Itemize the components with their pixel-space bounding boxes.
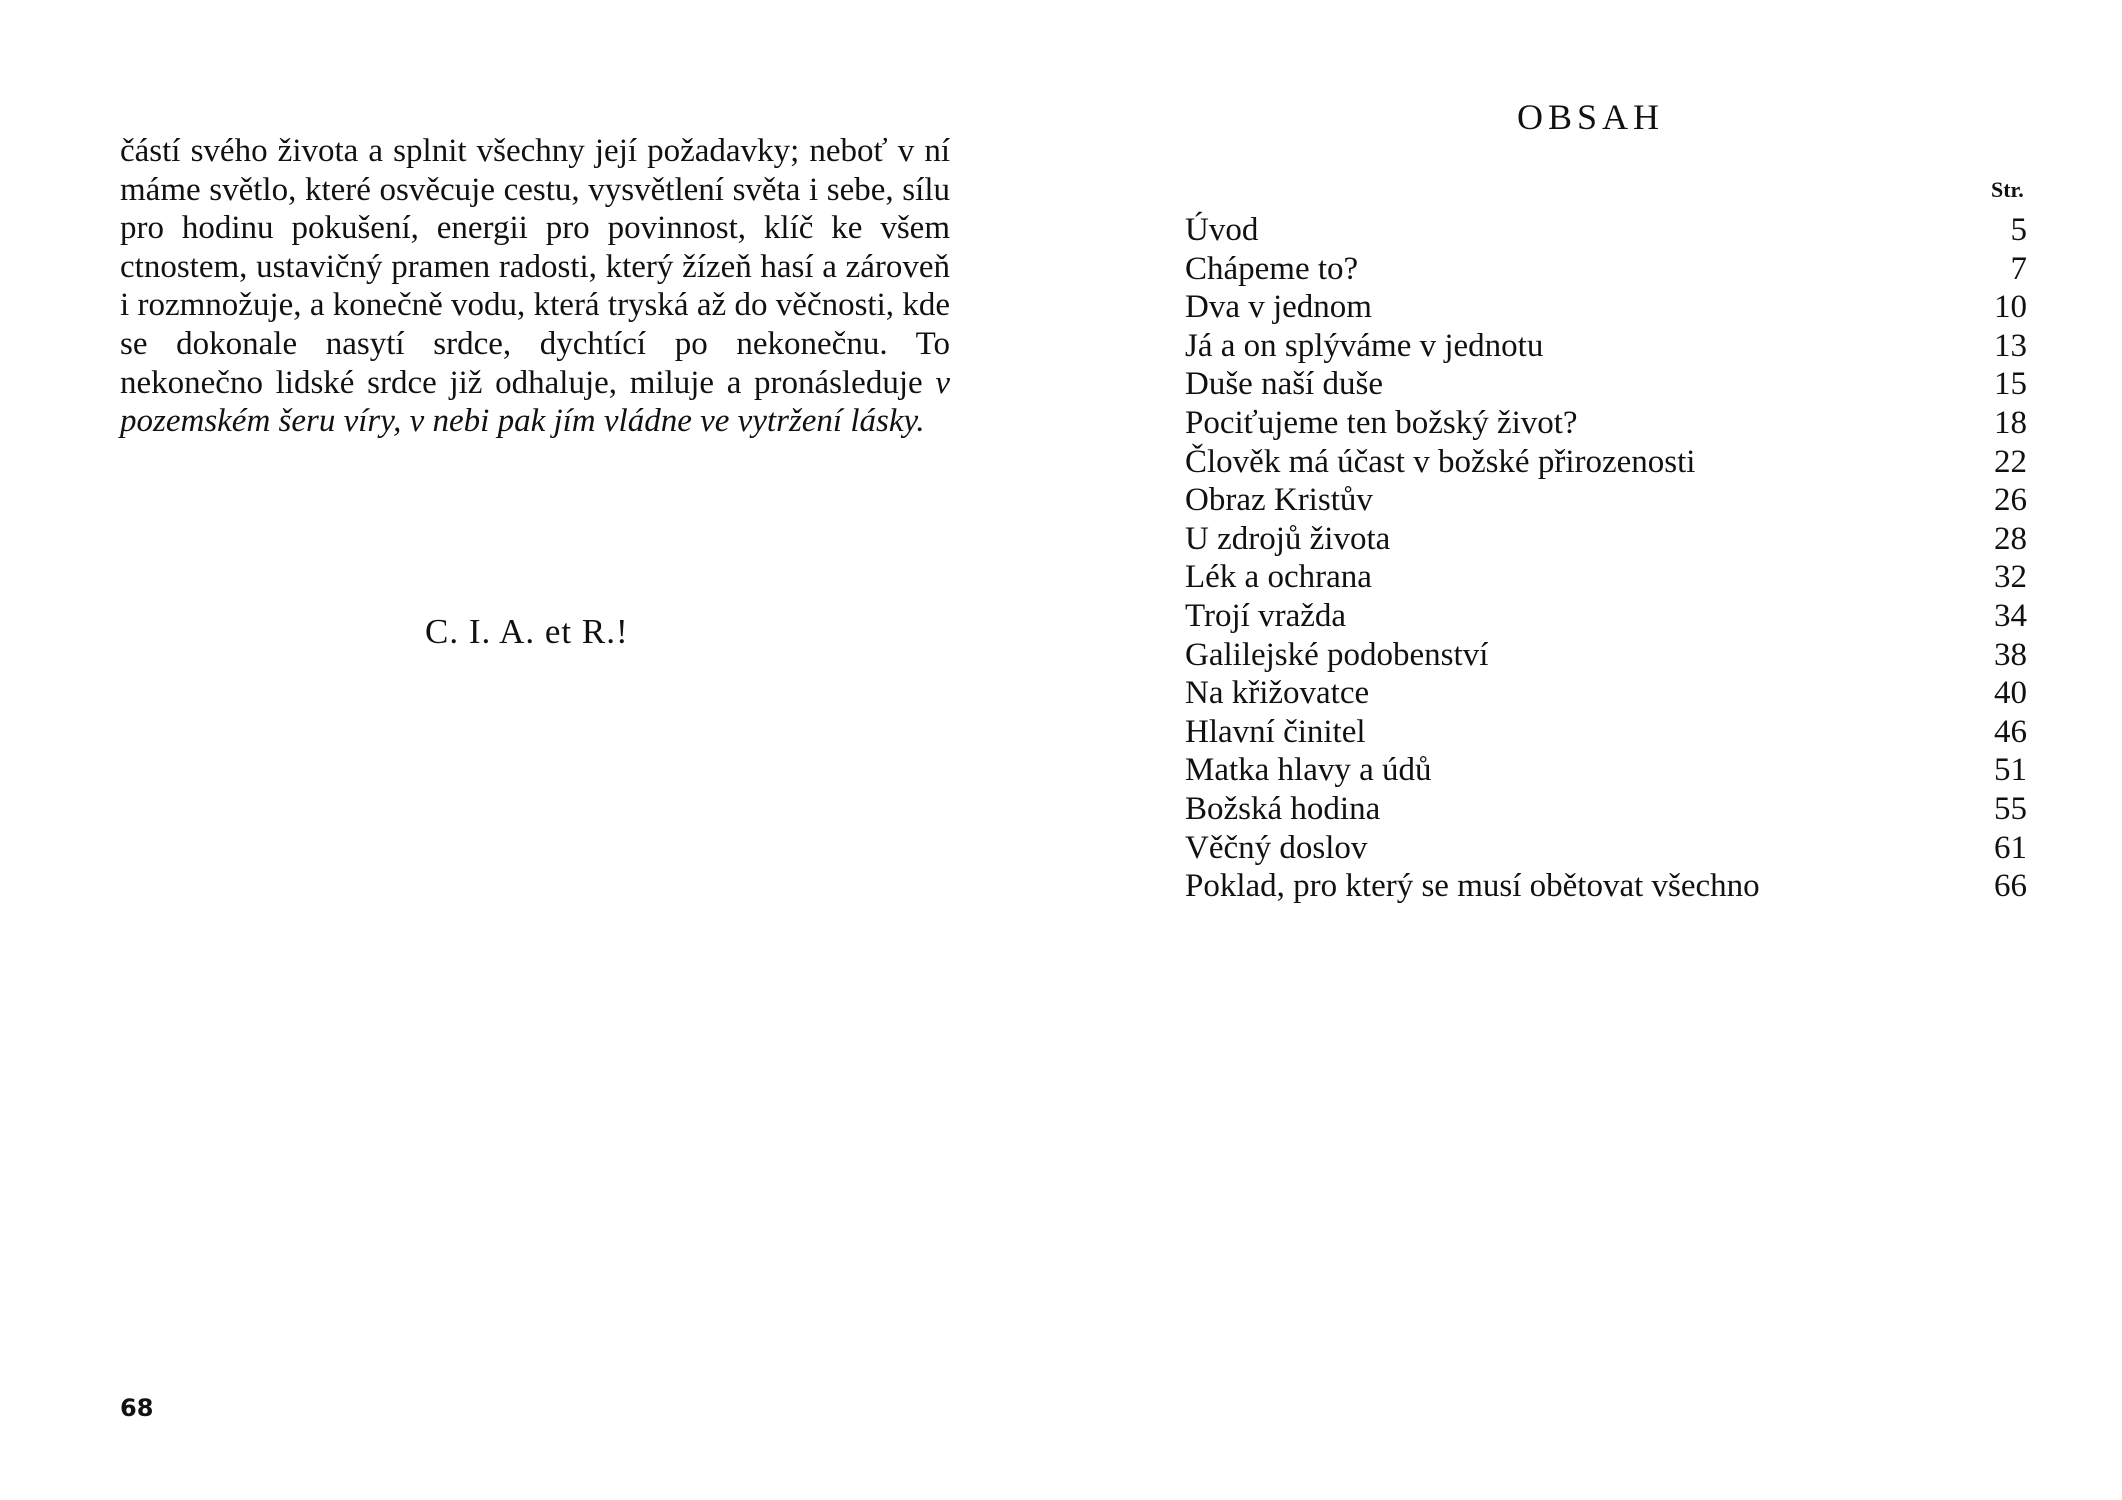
toc-entry[interactable] — [1185, 404, 2027, 443]
toc-entry-page: 26 — [1994, 482, 2027, 519]
toc-entry[interactable] — [1185, 558, 2027, 597]
paragraph — [120, 132, 950, 441]
toc-entry[interactable] — [1185, 674, 2027, 713]
paragraph-italic-text: v pozemském šeru víry, v nebi pak jím vládne ve vytržení lásky. — [120, 364, 950, 440]
toc-entry-title: Trojí vražda — [1185, 597, 1347, 634]
toc-entry-title: Dva v jednom — [1185, 289, 1372, 326]
toc-entry-title: U zdrojů života — [1185, 520, 1391, 557]
toc-entry[interactable] — [1185, 867, 2027, 906]
toc-entry-page: 61 — [1994, 829, 2027, 866]
toc-entry-title: Lék a ochrana — [1185, 559, 1372, 596]
toc-entry-title: Obraz Kristův — [1185, 482, 1373, 519]
toc-entry-page: 22 — [1994, 443, 2027, 480]
toc-entry-page: 10 — [1994, 289, 2027, 326]
toc-entry[interactable] — [1185, 790, 2027, 829]
toc-entry-title: Poklad, pro který se musí obětovat všechno — [1185, 868, 1760, 905]
paragraph-regular-text: částí svého života a splnit všechny její požadavky; neboť v ní máme světlo, které osvěcuje cestu, vysvětlení světa i sebe, sílu pro hodinu pokušení, energii pro povinnost, klíč ke všem ctnostem, ustavičný pramen radosti, který žízeň hasí a zároveň i rozmnožuje, a konečně vodu, která tryská až do věčnosti, kde se dokonale nasytí srdce, dychtící po nekonečnu. To nekonečno lidské srdce již odhaluje, miluje a pronásleduje — [120, 133, 950, 401]
toc-entry-title: Hlavní činitel — [1185, 713, 1366, 750]
toc-entry-title: Chápeme to? — [1185, 250, 1359, 287]
table-of-contents — [1185, 211, 2027, 906]
toc-entry-title: Božská hodina — [1185, 790, 1381, 827]
toc-entry-title: Duše naší duše — [1185, 366, 1383, 403]
toc-entry-page: 28 — [1994, 520, 2027, 557]
toc-entry[interactable] — [1185, 443, 2027, 482]
toc-entry-page: 51 — [1994, 752, 2027, 789]
toc-entry-page: 38 — [1994, 636, 2027, 673]
toc-entry[interactable] — [1185, 713, 2027, 752]
toc-entry[interactable] — [1185, 327, 2027, 366]
toc-entry[interactable] — [1185, 829, 2027, 868]
toc-entry-page: 32 — [1994, 559, 2027, 596]
toc-entry[interactable] — [1185, 365, 2027, 404]
toc-entry-page: 55 — [1994, 790, 2027, 827]
toc-entry-page: 5 — [2010, 212, 2027, 248]
toc-entry[interactable] — [1185, 751, 2027, 790]
toc-entry[interactable] — [1185, 597, 2027, 636]
toc-entry-page: 66 — [1994, 868, 2027, 905]
toc-entry-page: 46 — [1994, 713, 2027, 750]
toc-entry[interactable] — [1185, 288, 2027, 327]
toc-title: OBSAH — [1517, 97, 1665, 137]
toc-entry-page: 40 — [1994, 675, 2027, 712]
toc-entry-title: Úvod — [1185, 212, 1259, 248]
toc-entry[interactable] — [1185, 250, 2027, 289]
toc-entry-page: 34 — [1994, 597, 2027, 634]
toc-entry-title: Galilejské podobenství — [1185, 636, 1489, 673]
toc-entry-title: Věčný doslov — [1185, 829, 1368, 866]
toc-entry[interactable] — [1185, 211, 2027, 250]
toc-entry[interactable] — [1185, 481, 2027, 520]
closing-paragraph — [120, 132, 950, 441]
toc-entry-title: Člověk má účast v božské přirozenosti — [1185, 443, 1696, 480]
toc-entry-page: 15 — [1994, 366, 2027, 403]
toc-entry[interactable] — [1185, 636, 2027, 675]
page-column-header: Str. — [1991, 177, 2024, 202]
toc-entry[interactable] — [1185, 520, 2027, 559]
toc-entry-title: Na křižovatce — [1185, 675, 1370, 712]
toc-entry-title: Matka hlavy a údů — [1185, 752, 1432, 789]
right-page — [1061, 0, 2122, 1500]
toc-entry-page: 7 — [2010, 250, 2027, 287]
toc-entry-title: Pociťujeme ten božský život? — [1185, 404, 1578, 441]
toc-entry-page: 13 — [1994, 327, 2027, 364]
toc-entry-title: Já a on splýváme v jednotu — [1185, 327, 1544, 364]
toc-entry-page: 18 — [1994, 404, 2027, 441]
page-number: 68 — [120, 1394, 154, 1422]
signature: C. I. A. et R.! — [425, 612, 629, 651]
